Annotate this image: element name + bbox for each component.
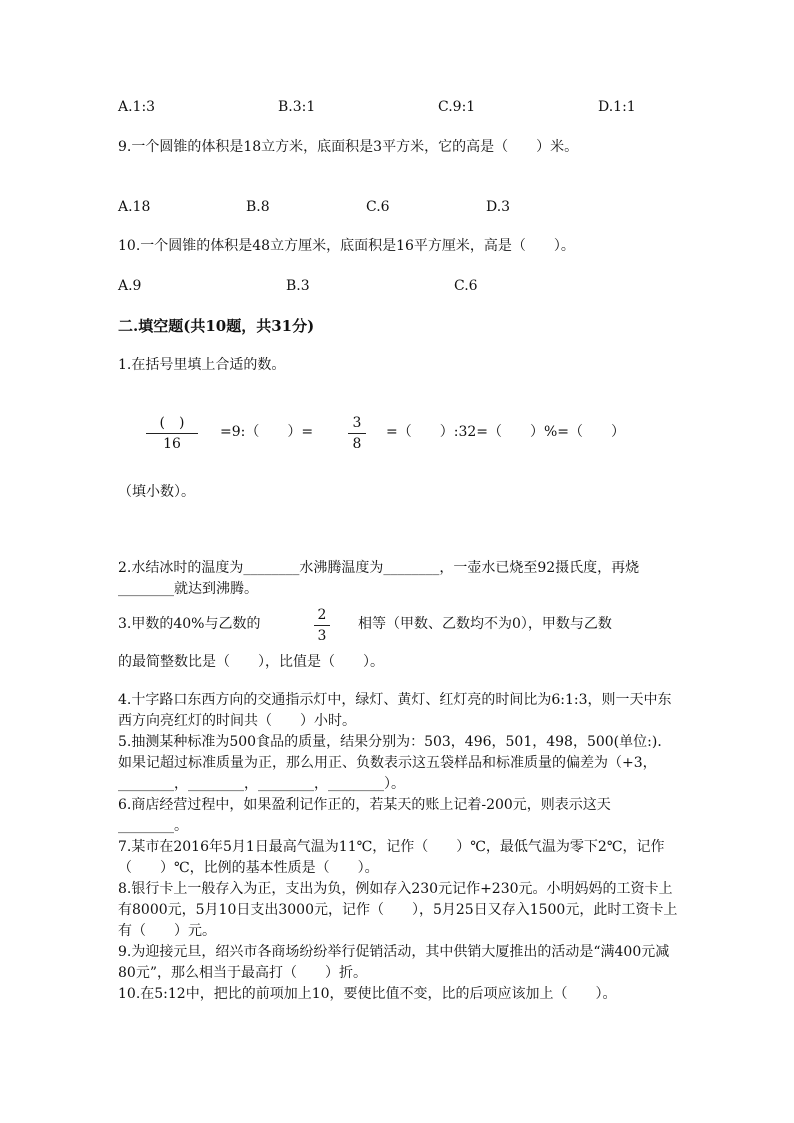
q10-option-b: B.3 (286, 278, 310, 294)
f3-fraction-numerator: 2 (317, 607, 327, 623)
q9-option-c: C.6 (366, 199, 390, 215)
f1-fraction-1-numerator: ( ) (159, 415, 185, 431)
f1-fraction-2 (348, 414, 366, 453)
q8-option-b: B.3:1 (278, 99, 316, 115)
f5-text: 5.抽测某种标准为500食品的质量，结果分别为：503，496，501，498，500(单位:)．如果记超过标准质量为正，那么用正、负数表示这五袋样品和标准质量的偏差为（+3，________，________，________，________）。 (118, 734, 672, 792)
f8-text: 8.银行卡上一般存入为正，支出为负，例如存入230元记作+230元。小明妈妈的工资卡上有8000元，5月10日支出3000元，记作（ ），5月25日又存入1500元，此时工资卡上有（ ）元。 (118, 881, 678, 939)
section-heading: 二.填空题(共10题，共31分) (118, 317, 315, 335)
q9-option-d: D.3 (486, 199, 511, 215)
q8-option-c: C.9:1 (438, 99, 476, 115)
f10-text: 10.在5:12中，把比的前项加上10，要使比值不变，比的后项应该加上（ ）。 (118, 986, 617, 1002)
f1-segment-2: =（ ）:32=（ ）%=（ ） (386, 424, 626, 440)
f1-fraction-2-numerator: 3 (352, 415, 362, 431)
f4-text: 4.十字路口东西方向的交通指示灯中，绿灯、黄灯、红灯亮的时间比为6:1:3，则一天中东西方向亮红灯的时间共（ ）小时。 (118, 692, 672, 729)
q8-option-a: A.1:3 (118, 99, 156, 115)
fraction-bar (146, 433, 198, 434)
f3-fraction (314, 606, 330, 645)
q10-stem: 10.一个圆锥的体积是48立方厘米，底面积是16平方厘米，高是（ ）。 (118, 238, 575, 254)
f3-part-1: 3.甲数的40%与乙数的 (118, 616, 261, 632)
f2-text: 2.水结冰时的温度为________水沸腾温度为________，一壶水已烧至92摄氏度，再烧________就达到沸腾。 (118, 560, 640, 597)
f1-segment-1: =9:（ ）= (220, 424, 314, 440)
fraction-bar (348, 433, 366, 434)
f3-line-2: 的最简整数比是（ ），比值是（ ）。 (118, 654, 384, 670)
fraction-bar (314, 625, 330, 626)
q10-option-c: C.6 (454, 278, 478, 294)
q10-option-a: A.9 (118, 278, 142, 294)
f3-fraction-denominator: 3 (317, 628, 327, 644)
f1-fraction-2-denominator: 8 (352, 436, 362, 452)
f7-text: 7.某市在2016年5月1日最高气温为11℃，记作（ ）℃，最低气温为零下2℃，记作（ ）℃，比例的基本性质是（ ）。 (118, 839, 665, 876)
f1-stem: 1.在括号里填上合适的数。 (118, 357, 286, 373)
q9-option-b: B.8 (246, 199, 270, 215)
f9-text: 9.为迎接元旦，绍兴市各商场纷纷举行促销活动，其中供销大厦推出的活动是“满400元减80元”，那么相当于最高打（ ）折。 (118, 944, 670, 981)
f1-note: （填小数）。 (118, 484, 195, 500)
q8-option-d: D.1:1 (598, 99, 636, 115)
q9-option-a: A.18 (118, 199, 151, 215)
f1-fraction-1-denominator: 16 (163, 436, 181, 452)
q9-stem: 9.一个圆锥的体积是18立方米，底面积是3平方米，它的高是（ ）米。 (118, 139, 579, 155)
f3-part-2: 相等（甲数、乙数均不为0），甲数与乙数 (358, 616, 612, 632)
f6-text: 6.商店经营过程中，如果盈利记作正的，若某天的账上记着-200元，则表示这天________。 (118, 797, 611, 834)
f1-fraction-1 (146, 414, 198, 453)
